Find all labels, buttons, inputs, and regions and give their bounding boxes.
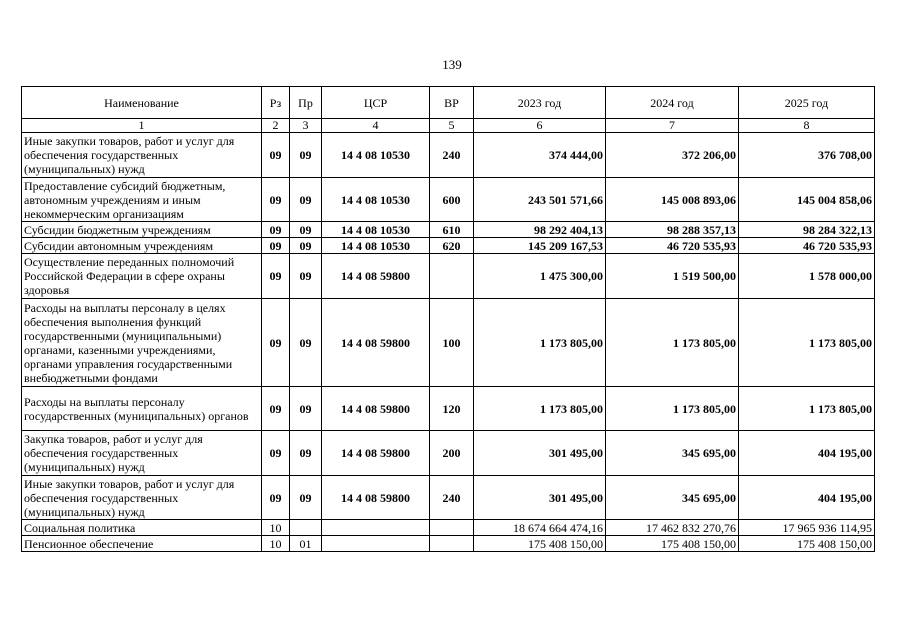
column-number: 8: [739, 119, 875, 133]
row-2023: 18 674 664 474,16: [474, 520, 606, 536]
row-csr: 14 4 08 59800: [322, 387, 430, 431]
row-csr: 14 4 08 59800: [322, 476, 430, 520]
header-2025: 2025 год: [739, 87, 875, 119]
column-number: 7: [606, 119, 739, 133]
row-vr: [430, 254, 474, 299]
row-2024: 46 720 535,93: [606, 238, 739, 254]
row-rz: 09: [262, 299, 290, 387]
row-name: Иные закупки товаров, работ и услуг для обеспечения государственных (муниципальных) нужд: [22, 476, 262, 520]
row-vr: 120: [430, 387, 474, 431]
row-vr: 240: [430, 476, 474, 520]
row-name: Расходы на выплаты персоналу в целях обеспечения выполнения функций государственными (муниципальными) органами, казенными учреждениями, органами управления государственными внебюджетными фондами: [22, 299, 262, 387]
table-row: [22, 299, 875, 387]
row-pr: 09: [290, 178, 322, 222]
table-row: [22, 222, 875, 238]
row-pr: 09: [290, 254, 322, 299]
row-vr: 600: [430, 178, 474, 222]
column-number: 5: [430, 119, 474, 133]
column-number: 4: [322, 119, 430, 133]
row-pr: 09: [290, 133, 322, 178]
row-2025: 404 195,00: [739, 431, 875, 476]
row-2023: 301 495,00: [474, 476, 606, 520]
row-2023: 1 475 300,00: [474, 254, 606, 299]
row-csr: 14 4 08 59800: [322, 299, 430, 387]
row-pr: 09: [290, 238, 322, 254]
row-rz: 10: [262, 520, 290, 536]
row-name: Предоставление субсидий бюджетным, автономным учреждениям и иным некоммерческим организациям: [22, 178, 262, 222]
row-2024: 372 206,00: [606, 133, 739, 178]
header-2024: 2024 год: [606, 87, 739, 119]
table-row: [22, 133, 875, 178]
row-2025: 404 195,00: [739, 476, 875, 520]
column-number-row: [22, 119, 875, 133]
row-2023: 1 173 805,00: [474, 299, 606, 387]
row-2024: 17 462 832 270,76: [606, 520, 739, 536]
row-pr: 01: [290, 536, 322, 552]
header-pr: Пр: [290, 87, 322, 119]
row-rz: 09: [262, 238, 290, 254]
row-vr: 620: [430, 238, 474, 254]
budget-table: [21, 86, 875, 552]
row-2023: 145 209 167,53: [474, 238, 606, 254]
header-rz: Рз: [262, 87, 290, 119]
row-2023: 301 495,00: [474, 431, 606, 476]
row-name: Расходы на выплаты персоналу государственных (муниципальных) органов: [22, 387, 262, 431]
row-2024: 345 695,00: [606, 431, 739, 476]
row-rz: 09: [262, 387, 290, 431]
row-2023: 374 444,00: [474, 133, 606, 178]
header-vr: ВР: [430, 87, 474, 119]
row-csr: 14 4 08 10530: [322, 238, 430, 254]
row-2023: 175 408 150,00: [474, 536, 606, 552]
table-row: [22, 387, 875, 431]
row-2025: 1 173 805,00: [739, 299, 875, 387]
row-2025: 1 578 000,00: [739, 254, 875, 299]
row-name: Субсидии автономным учреждениям: [22, 238, 262, 254]
row-2024: 345 695,00: [606, 476, 739, 520]
row-csr: 14 4 08 59800: [322, 431, 430, 476]
row-2024: 1 173 805,00: [606, 299, 739, 387]
row-csr: 14 4 08 59800: [322, 254, 430, 299]
header-2023: 2023 год: [474, 87, 606, 119]
table-row: [22, 520, 875, 536]
row-rz: 09: [262, 254, 290, 299]
row-name: Социальная политика: [22, 520, 262, 536]
row-2023: 243 501 571,66: [474, 178, 606, 222]
row-2025: 145 004 858,06: [739, 178, 875, 222]
row-2024: 98 288 357,13: [606, 222, 739, 238]
row-pr: 09: [290, 299, 322, 387]
column-number: 6: [474, 119, 606, 133]
row-rz: 09: [262, 431, 290, 476]
row-name: Пенсионное обеспечение: [22, 536, 262, 552]
row-vr: 100: [430, 299, 474, 387]
header-csr: ЦСР: [322, 87, 430, 119]
page-number: 139: [442, 57, 462, 72]
row-pr: 09: [290, 222, 322, 238]
header-row: [22, 87, 875, 119]
row-pr: 09: [290, 387, 322, 431]
row-2023: 1 173 805,00: [474, 387, 606, 431]
row-rz: 09: [262, 222, 290, 238]
row-vr: 610: [430, 222, 474, 238]
row-rz: 09: [262, 178, 290, 222]
row-pr: 09: [290, 476, 322, 520]
row-rz: 10: [262, 536, 290, 552]
row-vr: [430, 520, 474, 536]
row-pr: [290, 520, 322, 536]
row-csr: [322, 536, 430, 552]
row-rz: 09: [262, 133, 290, 178]
row-2024: 1 519 500,00: [606, 254, 739, 299]
row-vr: 240: [430, 133, 474, 178]
row-2024: 175 408 150,00: [606, 536, 739, 552]
row-csr: 14 4 08 10530: [322, 222, 430, 238]
header-name: Наименование: [22, 87, 262, 119]
table-row: [22, 238, 875, 254]
row-2024: 145 008 893,06: [606, 178, 739, 222]
row-csr: 14 4 08 10530: [322, 178, 430, 222]
table-row: [22, 476, 875, 520]
table-row: [22, 254, 875, 299]
row-2024: 1 173 805,00: [606, 387, 739, 431]
row-csr: 14 4 08 10530: [322, 133, 430, 178]
row-2025: 1 173 805,00: [739, 387, 875, 431]
row-2023: 98 292 404,13: [474, 222, 606, 238]
row-csr: [322, 520, 430, 536]
row-2025: 17 965 936 114,95: [739, 520, 875, 536]
table-row: [22, 178, 875, 222]
row-2025: 46 720 535,93: [739, 238, 875, 254]
row-2025: 175 408 150,00: [739, 536, 875, 552]
table-row: [22, 536, 875, 552]
column-number: 2: [262, 119, 290, 133]
row-name: Осуществление переданных полномочий Российской Федерации в сфере охраны здоровья: [22, 254, 262, 299]
row-rz: 09: [262, 476, 290, 520]
row-vr: [430, 536, 474, 552]
row-name: Закупка товаров, работ и услуг для обеспечения государственных (муниципальных) нужд: [22, 431, 262, 476]
table-row: [22, 431, 875, 476]
row-name: Иные закупки товаров, работ и услуг для обеспечения государственных (муниципальных) нужд: [22, 133, 262, 178]
row-2025: 98 284 322,13: [739, 222, 875, 238]
row-2025: 376 708,00: [739, 133, 875, 178]
row-pr: 09: [290, 431, 322, 476]
column-number: 3: [290, 119, 322, 133]
row-name: Субсидии бюджетным учреждениям: [22, 222, 262, 238]
column-number: 1: [22, 119, 262, 133]
row-vr: 200: [430, 431, 474, 476]
